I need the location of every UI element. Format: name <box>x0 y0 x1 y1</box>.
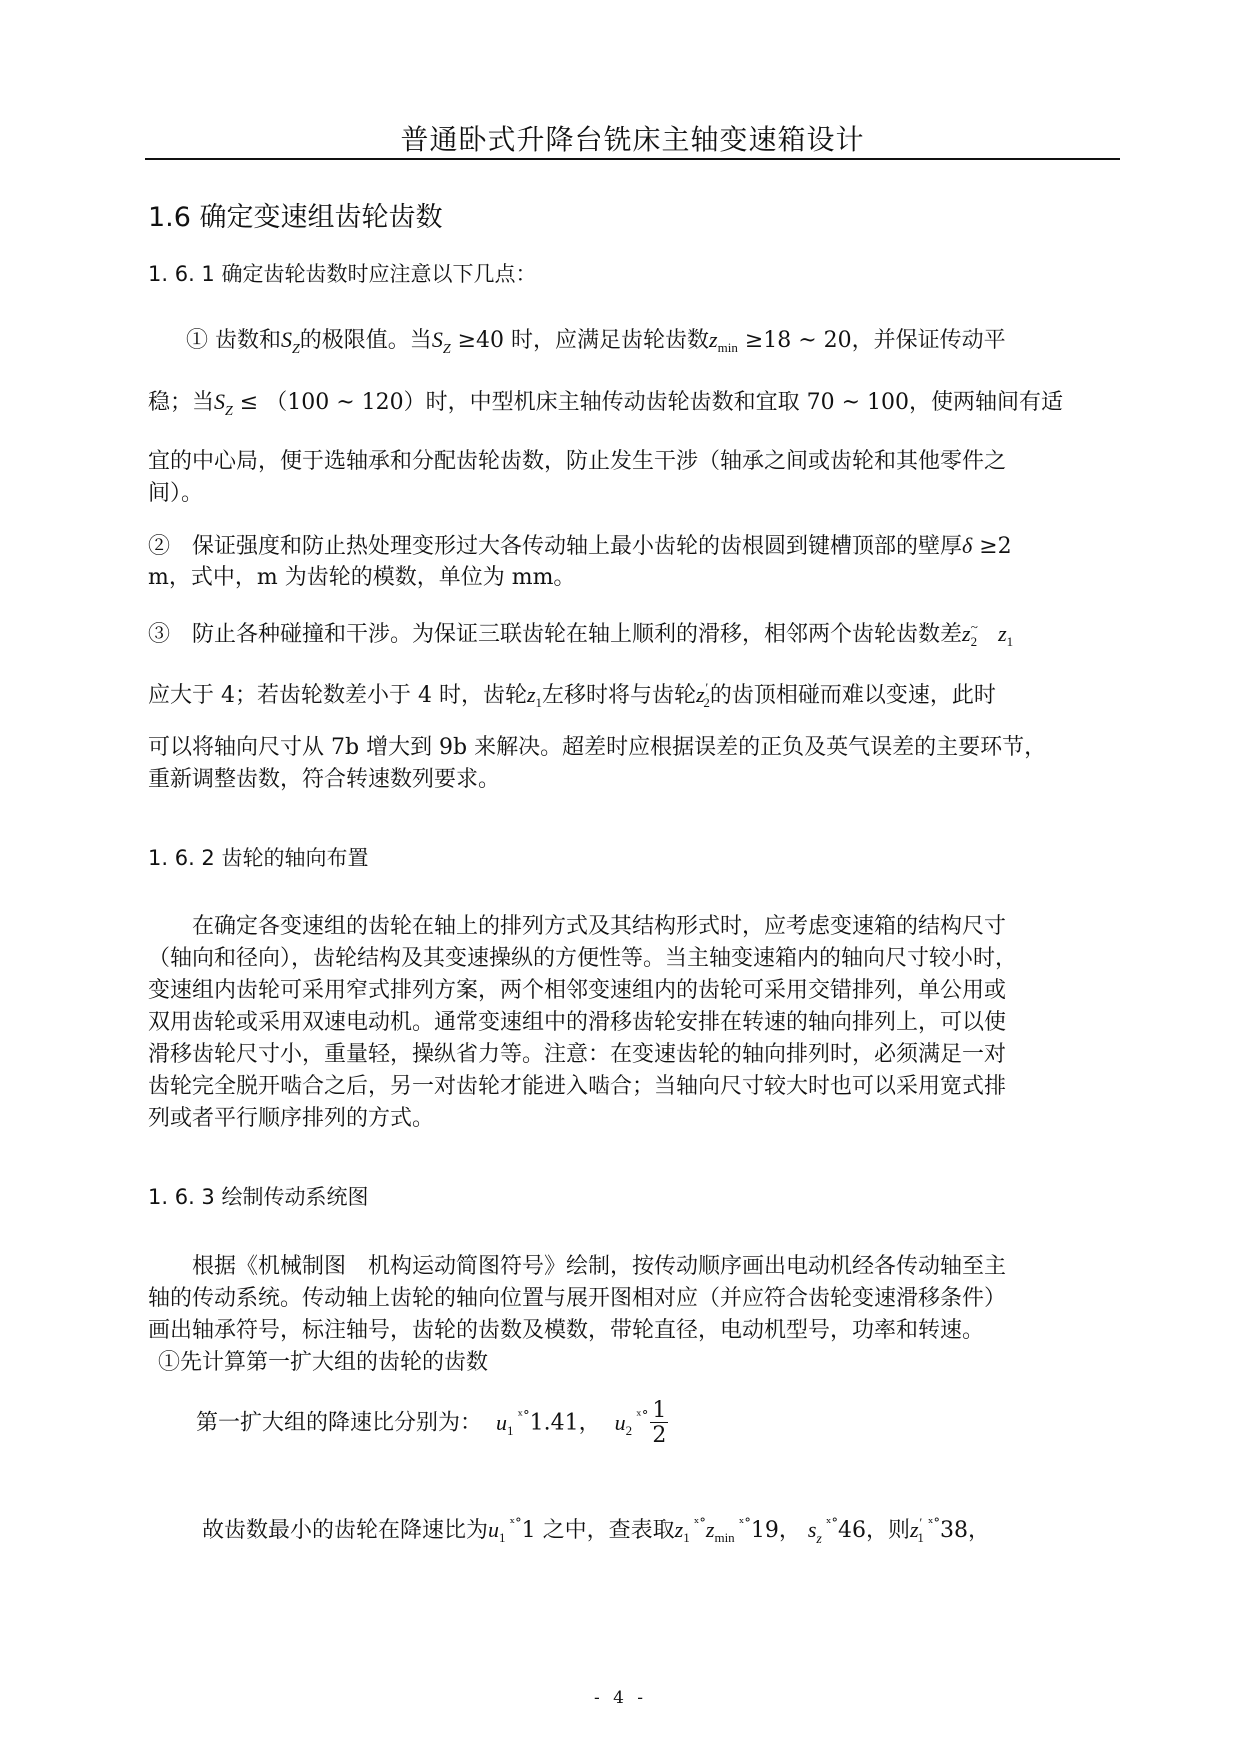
math-symbol: $z'_2$ <box>696 680 710 710</box>
paragraph-line: 齿轮完全脱开啮合之后，另一对齿轮才能进入啮合；当轴向尺寸较大时也可以采用宽式排 <box>148 1074 1007 1099</box>
header-divider <box>145 158 1120 160</box>
math-symbol: $z^\sim_2$ <box>962 619 978 649</box>
paragraph-line: 双用齿轮或采用双速电动机。通常变速组中的滑移齿轮安排在转速的轴向排列上，可以使 <box>148 1010 1007 1035</box>
paragraph-line: （轴向和径向），齿轮结构及其变速操纵的方便性等。当主轴变速箱内的轴向尺寸较小时， <box>148 946 1018 971</box>
step-heading: ①先计算第一扩大组的齿轮的齿数 <box>158 1350 489 1375</box>
math-symbol: $u_1$ <box>488 1517 506 1545</box>
math-symbol: $s_z$ <box>807 1517 822 1547</box>
paragraph-line: ③ 防止各种碰撞和干涉。为保证三联齿轮在轴上顺利的滑移，相邻两个齿轮齿数差$z^\sim_2$ $z_1$ <box>148 619 1014 649</box>
page-number: - 4 - <box>593 1688 648 1708</box>
paragraph-line: 宜的中心局，便于选轴承和分配齿轮齿数，防止发生干涉（轴承之间或齿轮和其他零件之 <box>148 449 1007 474</box>
paragraph-line: 间）。 <box>148 481 204 506</box>
paragraph-line: 列或者平行顺序排列的方式。 <box>148 1106 435 1131</box>
math-symbol: $z_{min}$ <box>705 1517 735 1545</box>
paragraph-line: 在确定各变速组的齿轮在轴上的排列方式及其结构形式时，应考虑变速箱的结构尺寸 <box>148 914 1007 939</box>
paragraph-line: 稳；当$S_Z \le (100$ ~ 120）时，中型机床主轴传动齿轮齿数和宜取 70 ~ 100，使两轴间有适 <box>148 389 1064 419</box>
section-heading: 1.6 确定变速组齿轮齿数 <box>148 202 443 233</box>
paragraph-line: 重新调整齿数，符合转速数列要求。 <box>148 767 501 792</box>
ratio-formula-line: 第一扩大组的降速比分别为： $u_1$ $^{ˣ^\circ}$1.41， $u_2$ $^{ˣ^\circ}$ $\frac{1}{2}$ <box>196 1398 667 1448</box>
math-symbol: $z'_1$ <box>910 1515 924 1545</box>
paragraph-line: ② 保证强度和防止热处理变形过大各传动轴上最小齿轮的齿根圆到键槽顶部的壁厚δ ≥2 <box>148 533 1012 559</box>
math-symbol: $z_1$ <box>674 1517 690 1545</box>
paragraph-line: 滑移齿轮尺寸小，重量轻，操纵省力等。注意：在变速齿轮的轴向排列时，必须满足一对 <box>148 1042 1007 1067</box>
paragraph-line: m，式中，m 为齿轮的模数，单位为 mm。 <box>148 565 576 590</box>
subsection-heading-1-6-1: 1. 6. 1 确定齿轮齿数时应注意以下几点： <box>148 262 537 286</box>
math-symbol: $u_2$ <box>614 1409 633 1438</box>
paragraph-line: ① 齿数和$S_Z$的极限值。当$S_Z \ge 40$ 时，应满足齿轮齿数$z_{min} \ge 18$ ~ 20，并保证传动平 <box>186 327 1006 357</box>
math-symbol: $z_1$ <box>526 682 543 710</box>
result-formula-line: 故齿数最小的齿轮在降速比为$u_1$ $^{ˣ^\circ}$1 之中，查表取$z_1$ $^{ˣ^\circ}z_{min}$ $^{ˣ^\circ}$19， $s_z$ $^{ˣ^\circ}$46，则$z'_1$ $^{ˣ^\circ}$38， <box>202 1515 991 1547</box>
running-header-title: 普通卧式升降台铣床主轴变速箱设计 <box>400 123 865 156</box>
math-symbol: $S_Z$ <box>214 389 233 419</box>
paragraph-line: 根据《机械制图 机构运动简图符号》绘制，按传动顺序画出电动机经各传动轴至主 <box>148 1254 1007 1279</box>
paragraph-line: 应大于 4；若齿轮数差小于 4 时，齿轮$z_1$左移时将与齿轮$z'_2$的齿顶相碰而难以变速，此时 <box>148 680 996 710</box>
math-symbol: $z_1$ <box>998 621 1014 649</box>
paragraph-line: 变速组内齿轮可采用窄式排列方案，两个相邻变速组内的齿轮可采用交错排列，单公用或 <box>148 978 1007 1003</box>
paragraph-line: 可以将轴向尺寸从 7b 增大到 9b 来解决。超差时应根据误差的正负及英气误差的主要环节， <box>148 735 1047 760</box>
math-symbol: δ <box>962 533 973 558</box>
math-symbol: $S_Z$ <box>281 327 300 357</box>
subsection-heading-1-6-2: 1. 6. 2 齿轮的轴向布置 <box>148 846 369 870</box>
fraction: $\frac{1}{2}$ <box>652 1398 667 1448</box>
math-symbol: $z_{min}$ <box>709 327 738 355</box>
paragraph-line: 画出轴承符号，标注轴号，齿轮的齿数及模数，带轮直径，电动机型号，功率和转速。 <box>148 1318 985 1343</box>
math-symbol: $S_Z$ <box>431 327 451 357</box>
math-symbol: $u_1$ <box>496 1409 514 1438</box>
subsection-heading-1-6-3: 1. 6. 3 绘制传动系统图 <box>148 1185 369 1209</box>
paragraph-line: 轴的传动系统。传动轴上齿轮的轴向位置与展开图相对应（并应符合齿轮变速滑移条件） <box>148 1286 1007 1311</box>
